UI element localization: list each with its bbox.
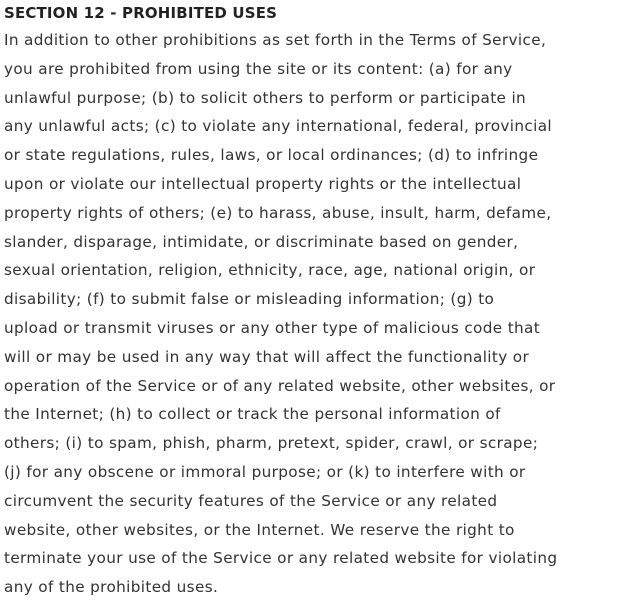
body-line: others; (i) to spam, phish, pharm, pretext, spider, crawl, or scrape; <box>4 434 539 453</box>
body-line: you are prohibited from using the site or its content: (a) for any <box>4 59 513 78</box>
section-body <box>4 26 620 602</box>
body-line: slander, disparage, intimidate, or discriminate based on gender, <box>4 232 519 251</box>
body-line: will or may be used in any way that will affect the functionality or <box>4 347 530 366</box>
body-line: (j) for any obscene or immoral purpose; or (k) to interfere with or <box>4 462 526 481</box>
body-line: disability; (f) to submit false or misleading information; (g) to <box>4 290 495 309</box>
body-line: sexual orientation, religion, ethnicity, race, age, national origin, or <box>4 261 536 280</box>
body-line: website, other websites, or the Internet. We reserve the right to <box>4 520 515 539</box>
body-line: any of the prohibited uses. <box>4 578 219 597</box>
body-line: property rights of others; (e) to harass, abuse, insult, harm, defame, <box>4 203 552 222</box>
body-line: unlawful purpose; (b) to solicit others to perform or participate in <box>4 88 527 107</box>
body-line: any unlawful acts; (c) to violate any international, federal, provincial <box>4 117 552 136</box>
body-line: terminate your use of the Service or any related website for violating <box>4 549 558 568</box>
body-line: operation of the Service or of any related website, other websites, or <box>4 376 556 395</box>
body-line: circumvent the security features of the Service or any related <box>4 491 498 510</box>
body-line: upon or violate our intellectual property rights or the intellectual <box>4 174 522 193</box>
body-line: or state regulations, rules, laws, or local ordinances; (d) to infringe <box>4 146 539 165</box>
body-line: upload or transmit viruses or any other type of malicious code that <box>4 318 541 337</box>
body-line: In addition to other prohibitions as set forth in the Terms of Service, <box>4 31 547 49</box>
body-line: the Internet; (h) to collect or track the personal information of <box>4 405 501 424</box>
section-heading: SECTION 12 - PROHIBITED USES <box>4 4 278 22</box>
prohibited-uses-section <box>4 0 620 602</box>
